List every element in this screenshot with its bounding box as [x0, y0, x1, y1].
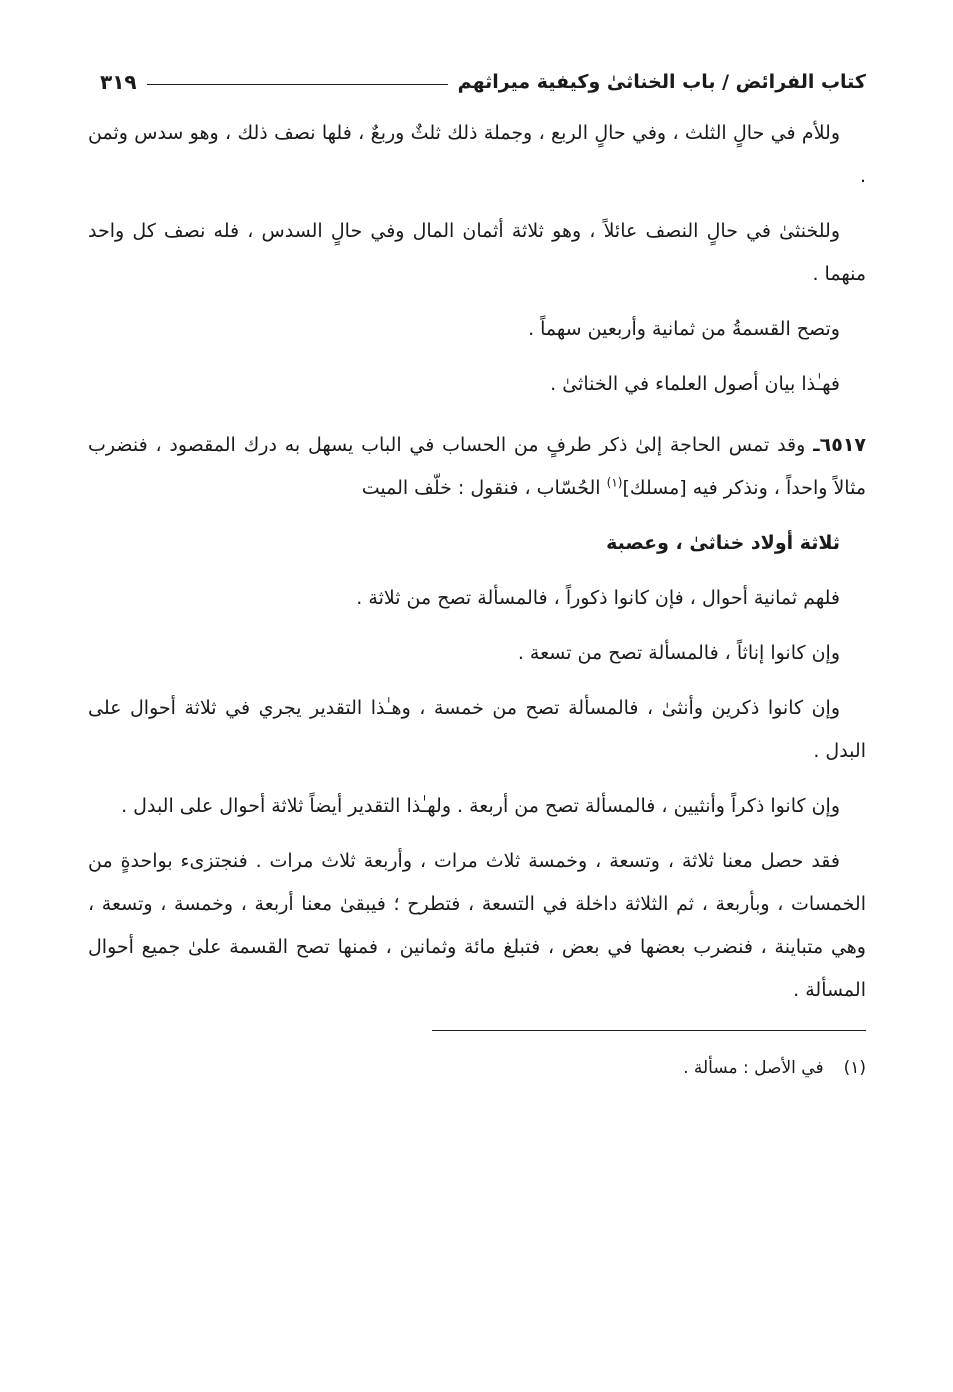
subheading: ثلاثة أولاد خناثىٰ ، وعصبة [606, 532, 840, 554]
paragraph: فهـٰذا بيان أصول العلماء في الخناثىٰ . [550, 373, 840, 395]
paragraph: فلهم ثمانية أحوال ، فإن كانوا ذكوراً ، فالمسألة تصح من ثلاثة . [356, 587, 840, 609]
paragraph: وللخنثىٰ في حالٍ النصف عائلاً ، وهو ثلاثة أثمان المال وفي حالٍ السدس ، فله نصف كل واحد منهما . [88, 220, 866, 285]
page-body [88, 112, 866, 1012]
footnote-number: (١) [843, 1058, 866, 1078]
page-header [88, 62, 866, 102]
paragraph: فقد حصل معنا ثلاثة ، وتسعة ، وخمسة ثلاث مرات ، وأربعة ثلاث مرات . فنجتزىء بواحدةٍ من الخمسات ، وبأربعة ، ثم الثلاثة داخلة في التسعة ، فتطرح ؛ فيبقىٰ معنا أربعة ، وخمسة ، وتسعة ، وهي متباينة ، فنضرب بعضها في بعض ، فتبلغ مائة وثمانين ، فمنها تصح القسمة علىٰ جميع أحوال المسألة . [88, 850, 866, 1001]
section-number: ٦٥١٧ـ [813, 434, 867, 456]
paragraph: وإن كانوا إناثاً ، فالمسألة تصح من تسعة . [517, 642, 840, 664]
footnote-rule [432, 1030, 866, 1031]
section-paragraph [88, 424, 866, 510]
running-title: كتاب الفرائض / باب الخناثىٰ وكيفية ميراثهم [457, 71, 866, 93]
section-text-before-ref: وقد تمس الحاجة إلىٰ ذكر طرفٍ من الحساب في الباب يسهل به درك المقصود ، فنضرب مثالاً واحداً ، ونذكر فيه [مسلك] [88, 434, 866, 499]
section-text-after-ref: الحُسّاب ، فنقول : خلّف الميت [361, 477, 607, 499]
footnote-text: في الأصل : مسألة . [683, 1058, 824, 1078]
footnote-reference[interactable]: (١) [606, 475, 623, 490]
header-rule [147, 84, 448, 85]
book-page [88, 62, 866, 1085]
page-number: ٣١٩ [100, 70, 137, 94]
paragraph: وإن كانوا ذكرين وأنثىٰ ، فالمسألة تصح من خمسة ، وهـٰذا التقدير يجري في ثلاثة أحوال على البدل . [88, 697, 866, 762]
paragraph: وإن كانوا ذكراً وأنثيين ، فالمسألة تصح من أربعة . ولهـٰذا التقدير أيضاً ثلاثة أحوال على البدل . [121, 795, 840, 817]
paragraph: وللأم في حالٍ الثلث ، وفي حالٍ الربع ، وجملة ذلك ثلثٌ وربعٌ ، فلها نصف ذلك ، وهو سدس وثمن . [88, 122, 866, 187]
paragraph: وتصح القسمةُ من ثمانية وأربعين سهماً . [528, 318, 840, 340]
footnote [88, 1051, 866, 1085]
